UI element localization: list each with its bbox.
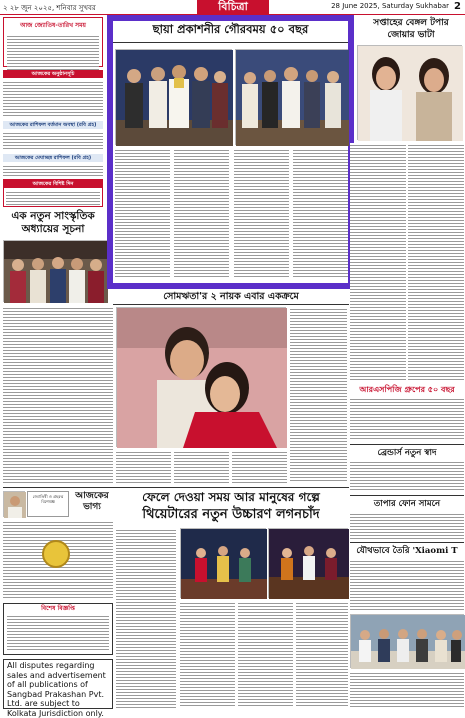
rashifal-title-1: আজকের রাশিফল বর্তমান অবস্থা (রবি গ্রহ): [3, 121, 103, 129]
astrologer-caption: জ্যোতিষী ও গ্রহরত্ন বিশেষজ্ঞ: [27, 491, 69, 517]
theatre-text-col-1: [116, 528, 176, 708]
feature-photo-left: [115, 49, 232, 145]
right-rule-1: [350, 444, 464, 445]
topper-headline: সপ্তাহের বেঙ্গল টপার জোয়ার ভাটা: [373, 18, 449, 40]
xiaomi-headline: যৌথভাবে তৈরি 'Xiaomi T: [356, 546, 458, 556]
theatre-text-col-4: [296, 601, 348, 708]
film-text-col-3: [232, 450, 287, 484]
theatre-photo-left: [180, 528, 266, 598]
feature-text-col-2: [174, 148, 229, 278]
rashifal-text-1: [3, 131, 103, 151]
special-notice-text: [7, 614, 109, 652]
culture-headline: এক নতুন সাংস্কৃতিক অধ্যায়ের সূচনা: [11, 210, 95, 235]
feature-rule: [113, 42, 348, 43]
theatre-text-col-3: [238, 601, 293, 708]
header-date: ২ ২৮ জুন ২০২৫, শনিবার সুখবর: [3, 4, 96, 12]
rashifal-title-2: আজকের মেঘাচ্ছন্ন রাশিফল (রবি গ্রহ): [3, 154, 103, 162]
xiaomi-text: [350, 559, 464, 611]
xiaomi-text-2: [350, 671, 464, 709]
right-text-col-1: [350, 143, 406, 381]
theatre-headline-line1: ফেলে দেওয়া সময় আর মানুষের গল্পে: [142, 490, 320, 504]
feature-photo-right: [235, 49, 348, 145]
feature-text-col-1: [115, 148, 170, 278]
film-rule: [113, 304, 349, 305]
theatre-text-col-2: [180, 601, 235, 708]
feature-text-col-4: [293, 148, 348, 278]
phone-headline: তাপার ফোন সামনে: [373, 499, 441, 509]
brand-text: [350, 460, 464, 492]
birthday-text: [6, 190, 100, 205]
horoscope-title: আজকের ভাগ্য: [75, 491, 109, 512]
culture-article-text: [3, 306, 113, 484]
actress-photo: [357, 45, 462, 140]
feature-text-col-3: [234, 148, 289, 278]
film-couple-photo: [116, 307, 286, 447]
culture-photo: [3, 240, 107, 302]
feature-headline: ছায়া প্রকাশনীর গৌরবময় ৫০ বছর: [152, 22, 309, 36]
film-text-col-2: [174, 450, 229, 484]
special-notice-title: বিশেষ বিজ্ঞপ্তি: [41, 605, 75, 612]
notices-text: [3, 80, 103, 118]
film-text-col-right: [290, 307, 347, 483]
notices-title: আজকের অনুষ্ঠানসূচি: [3, 70, 103, 78]
xiaomi-photo: [350, 614, 464, 668]
brand-headline: ব্রেন্ডার্স নতুন স্বাদ: [377, 448, 437, 458]
page-number: 2: [454, 1, 461, 12]
film-headline: সোমঋতা'র ২ নায়ক এবার একক্রমে: [163, 291, 299, 302]
theatre-photo-right: [268, 528, 348, 598]
header-date-english: 28 June 2025, Saturday Sukhabar: [331, 2, 449, 10]
jurisdiction-disclaimer: All disputes regarding sales and advertisement of all publications of Sangbad Prakashan Pvt. Ltd. are subject to Kolkata Jurisdiction only.: [3, 659, 113, 709]
zodiac-wheel-icon: [42, 540, 70, 568]
rpsg-headline: আরএসপিজি গ্রুপের ৫০ বছর: [359, 384, 455, 394]
film-text-col-1: [116, 450, 171, 484]
section-masthead: বিচিত্রা: [197, 0, 269, 14]
right-rule-3: [350, 542, 464, 543]
rashifal-text-2: [3, 164, 103, 176]
calendar-box: [3, 17, 103, 67]
theatre-rule-top: [113, 487, 349, 488]
rpsg-text: [350, 397, 464, 441]
special-notice-box: [3, 603, 113, 655]
birthday-title: আজকের বিশিষ্ট দিন: [4, 180, 102, 188]
calendar-box-text: [7, 34, 99, 72]
right-text-col-2: [408, 143, 464, 381]
theatre-headline-line2: থিয়েটারের নতুন উচ্চারণ লগনচাঁদ: [142, 507, 320, 522]
phone-text: [350, 512, 464, 539]
right-rule-2: [350, 495, 464, 496]
astrologer-photo: [3, 491, 25, 517]
calendar-box-title: আজ জ্যোতিষ-তারিখ সময়: [20, 22, 86, 29]
horoscope-rule: [3, 487, 113, 488]
birthday-box: [3, 179, 103, 207]
